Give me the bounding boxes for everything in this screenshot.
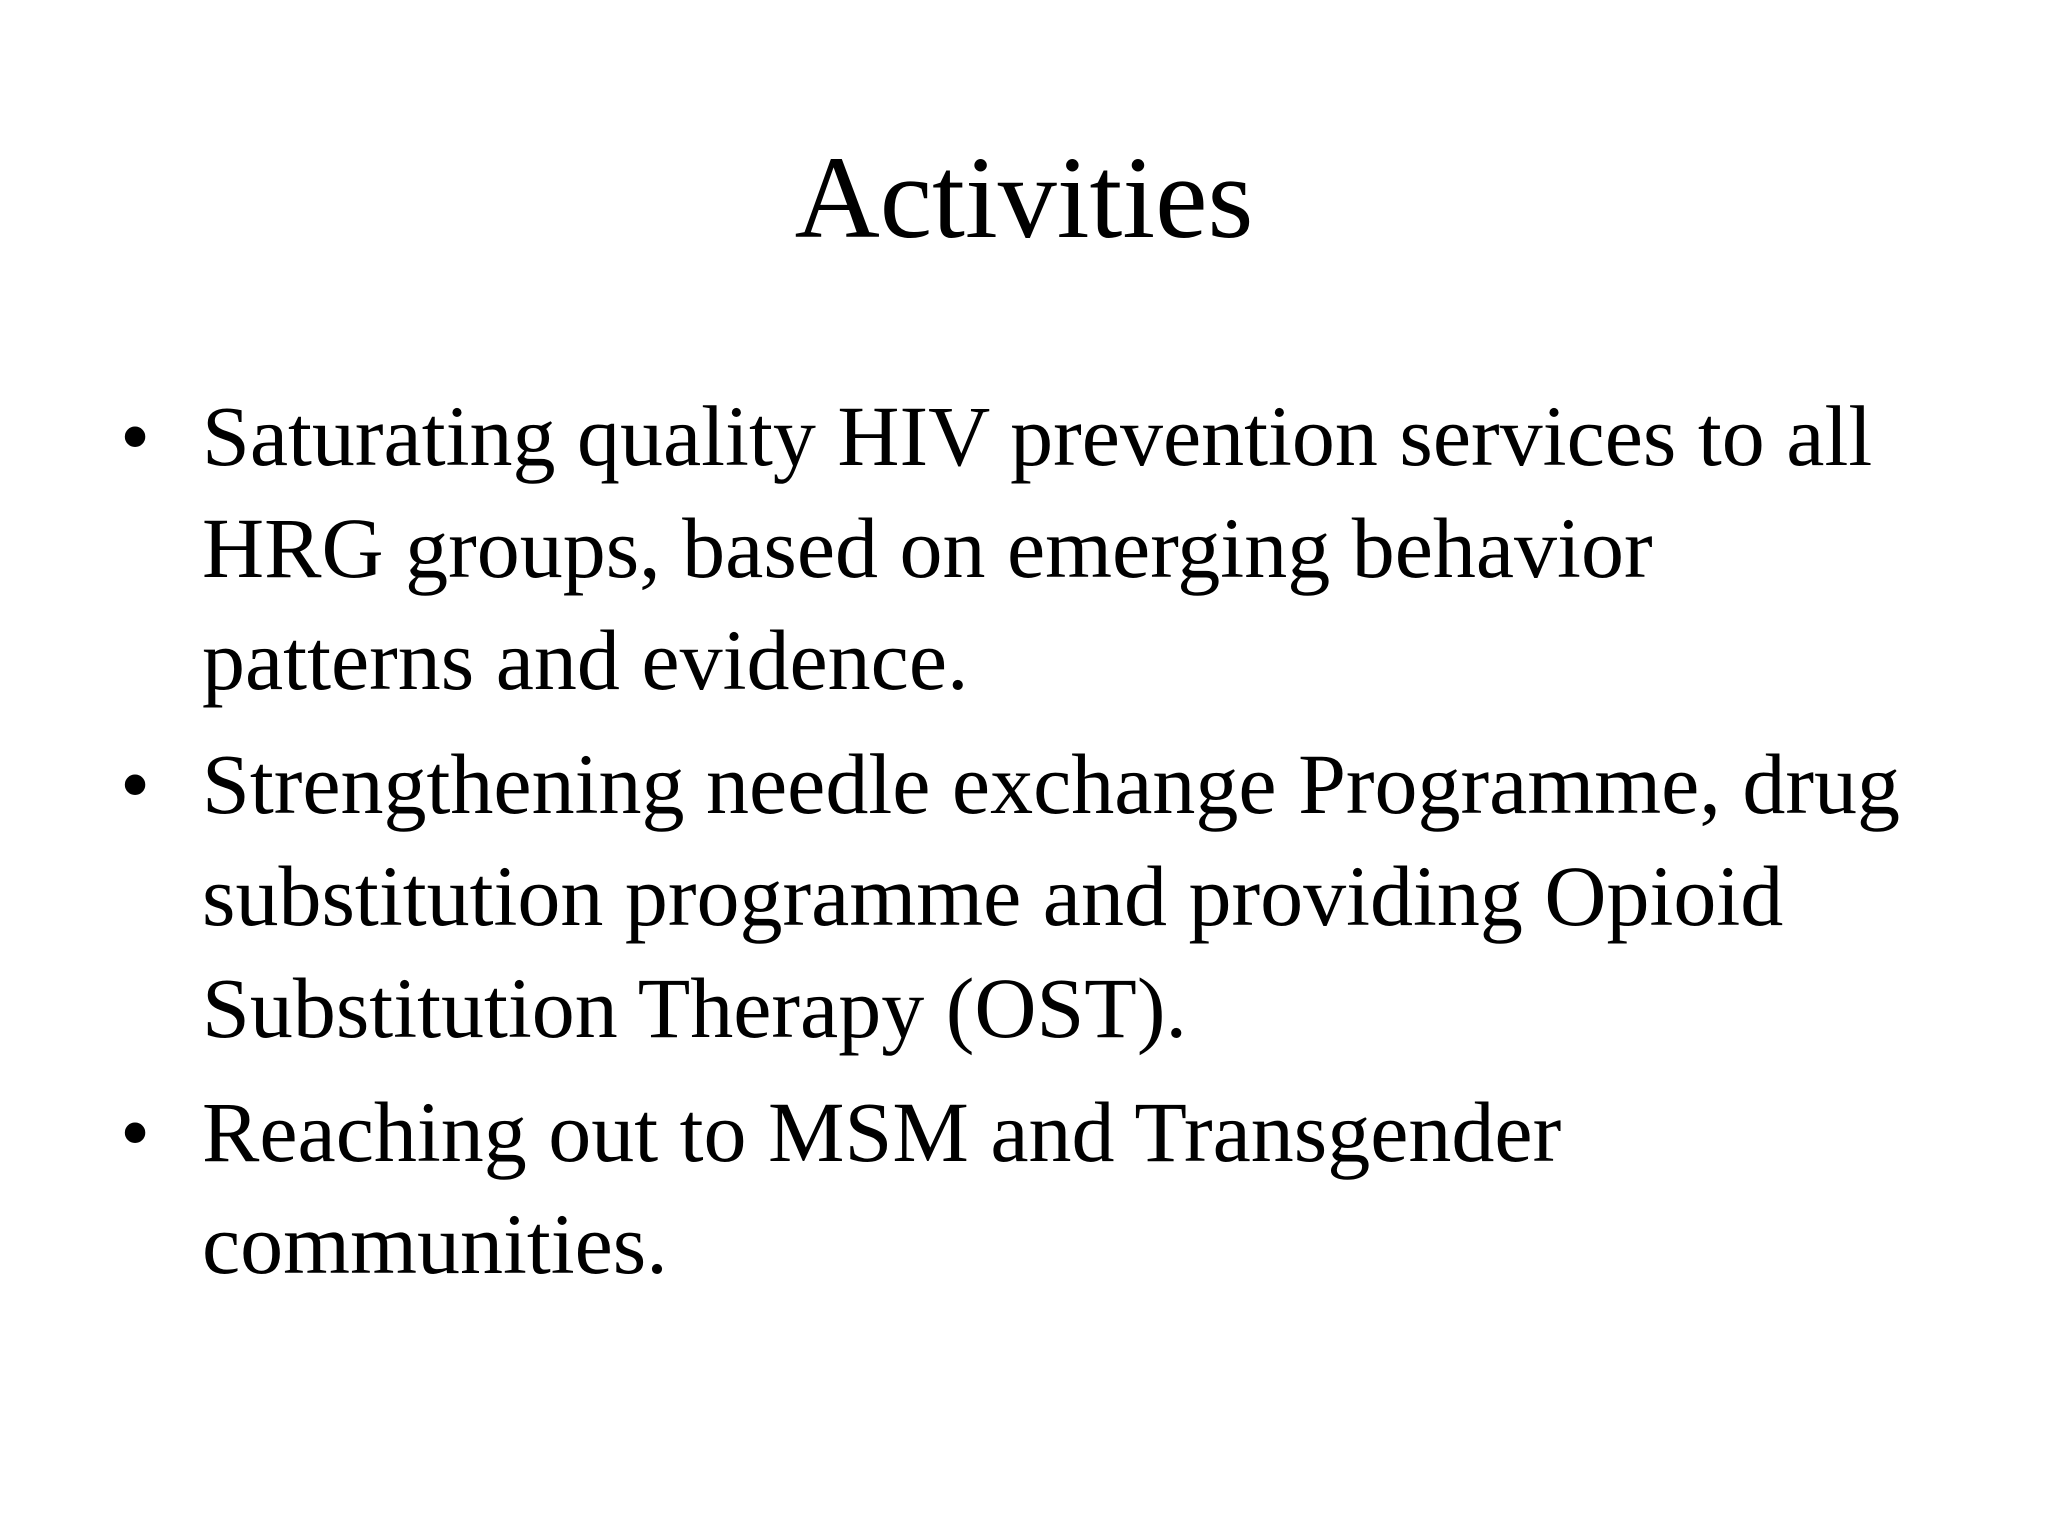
bullet-text: Strengthening needle exchange Programme, drug substitution programme and providing Opioid Substitution Therapy (OST). <box>202 736 1900 1056</box>
bullet-list <box>120 380 1920 1312</box>
bullet-marker: • <box>120 1084 151 1180</box>
slide-title: Activities <box>794 132 1254 263</box>
bullet-text: Saturating quality HIV prevention services to all HRG groups, based on emerging behavior patterns and evidence. <box>202 388 1873 708</box>
bullet-item <box>120 728 1920 1064</box>
bullet-marker: • <box>120 736 151 832</box>
bullet-marker: • <box>120 388 151 484</box>
bullet-text: Reaching out to MSM and Transgender communities. <box>202 1084 1562 1292</box>
bullet-item <box>120 1076 1920 1300</box>
bullet-item <box>120 380 1920 716</box>
